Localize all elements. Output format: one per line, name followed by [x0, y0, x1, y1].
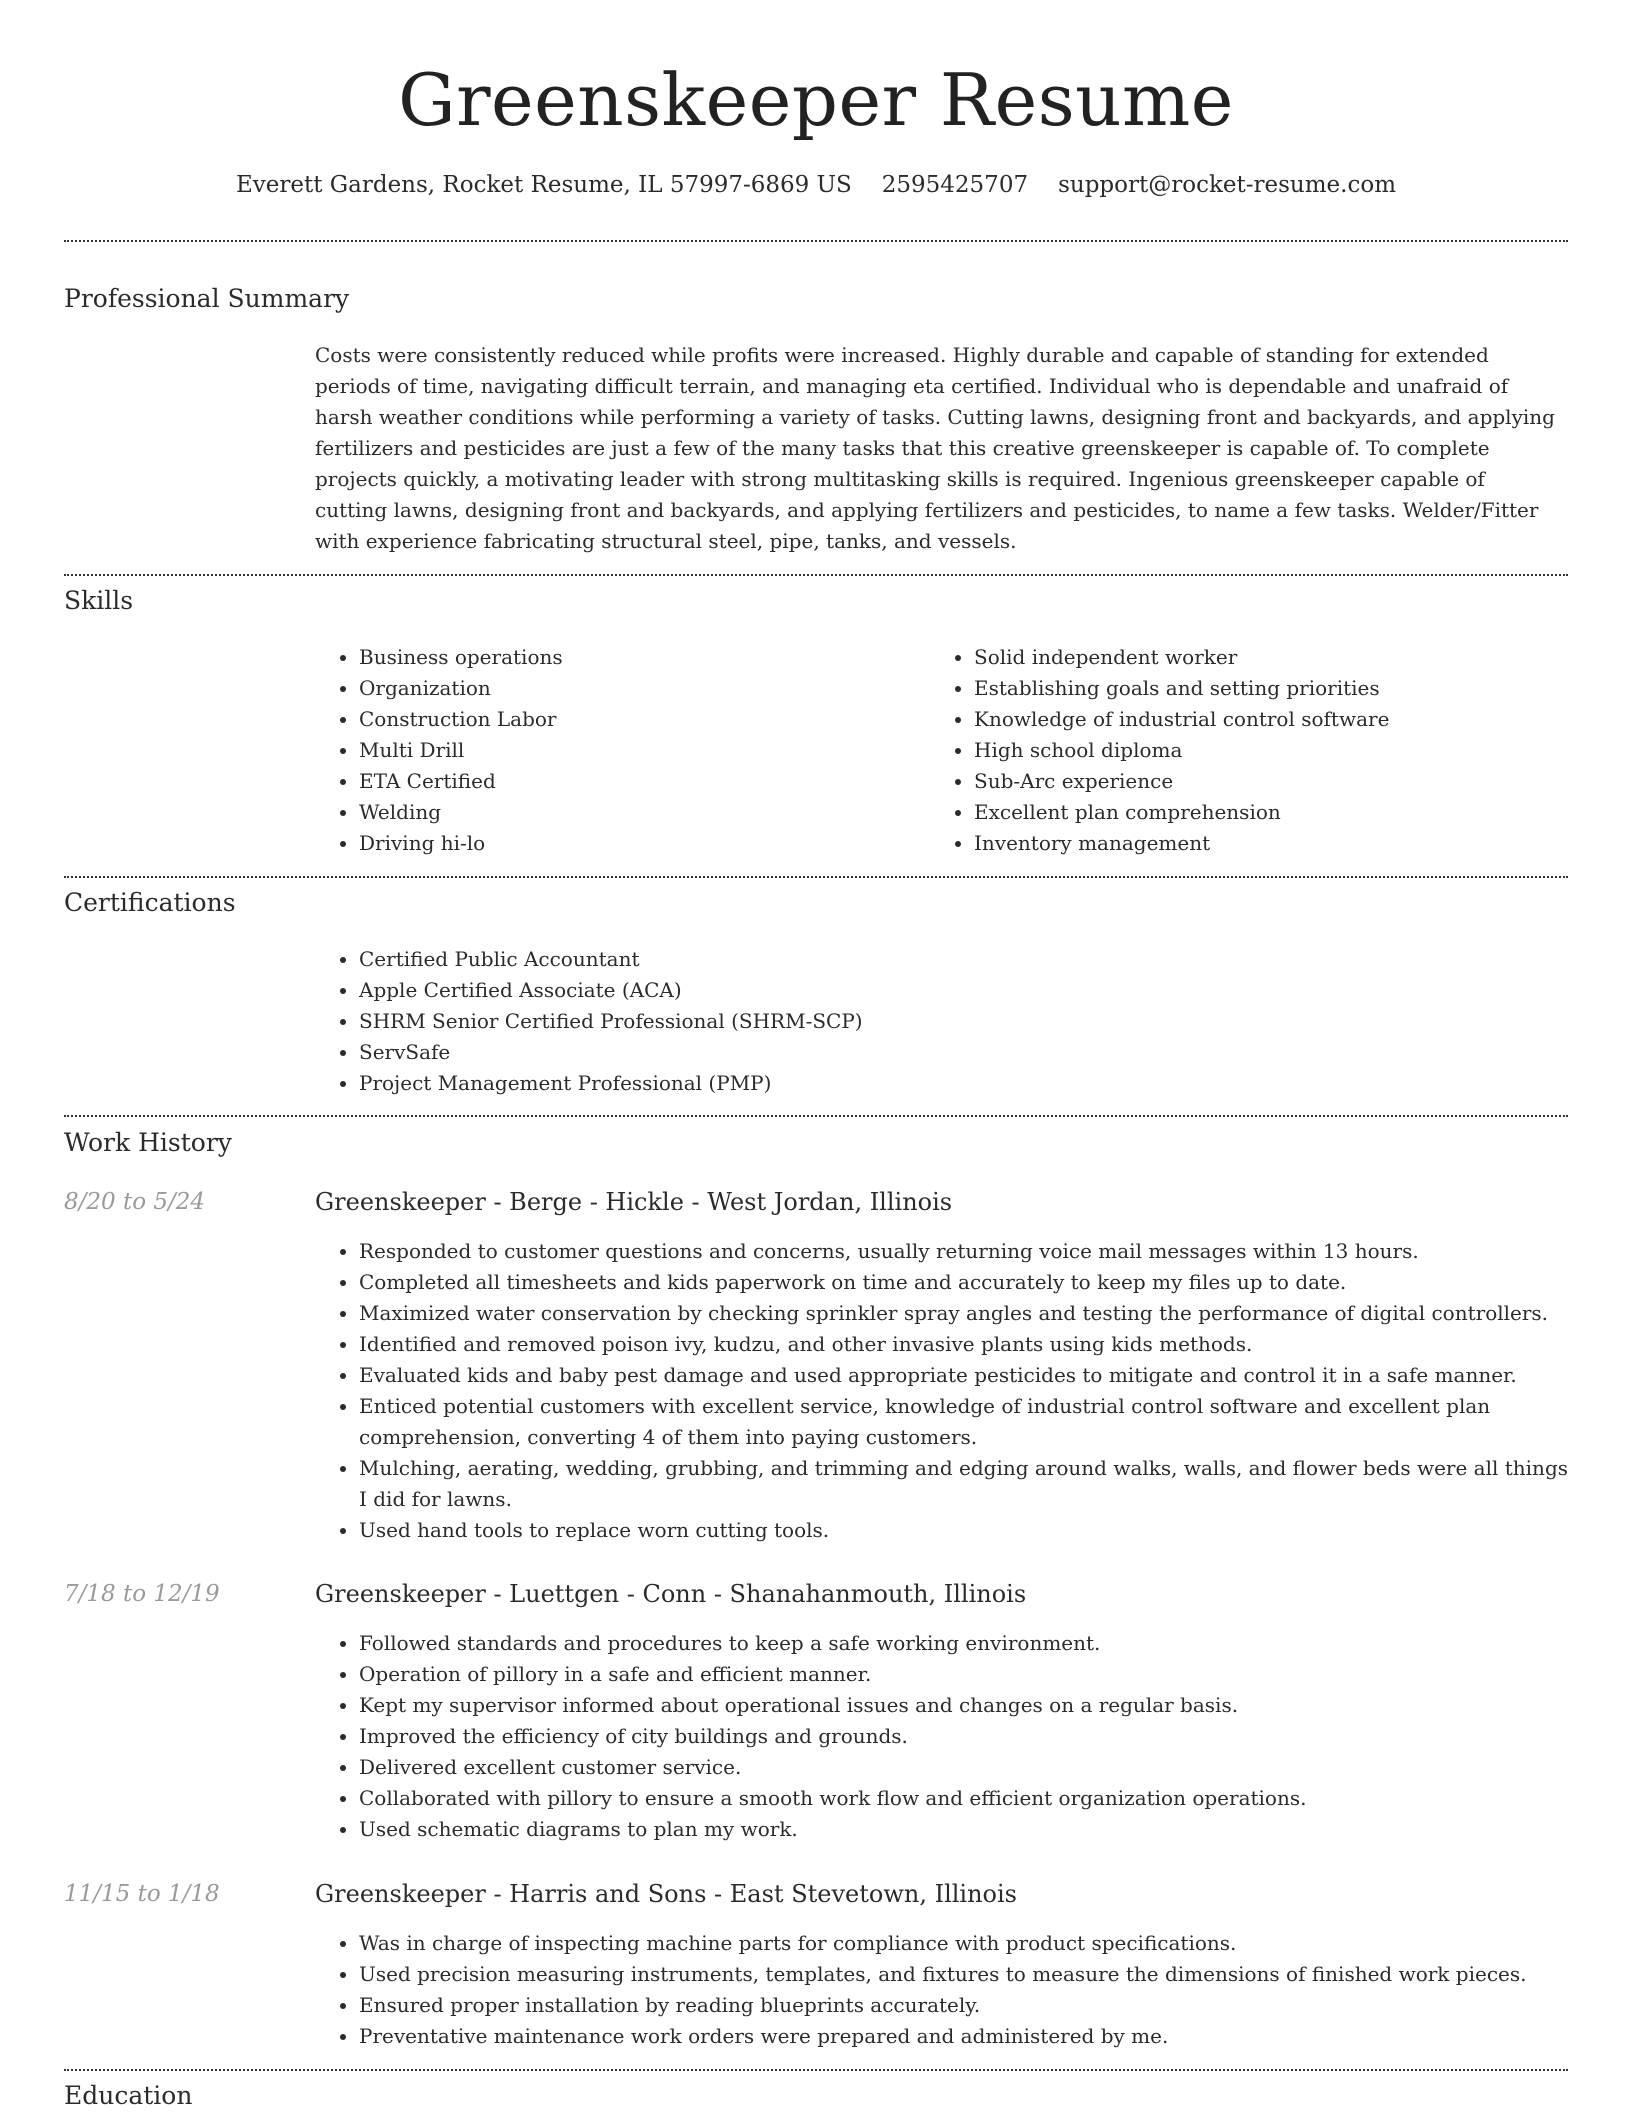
- contact-line: [64, 168, 1568, 202]
- job-dates: 7/18 to 12/19: [64, 1581, 220, 1607]
- job-bullet: • Preventative maintenance work orders were prepared and administered by me.: [359, 2021, 1568, 2052]
- skill-item: • Sub-Arc experience: [974, 766, 1550, 797]
- certifications-list: [315, 944, 1568, 1099]
- job-bullet: • Collaborated with pillory to ensure a smooth work flow and efficient organization operations.: [359, 1783, 1568, 1814]
- job-bullet: • Was in charge of inspecting machine parts for compliance with product specifications.: [359, 1928, 1568, 1959]
- skill-item: • Solid independent worker: [974, 642, 1550, 673]
- job-bullet: • Kept my supervisor informed about operational issues and changes on a regular basis.: [359, 1690, 1568, 1721]
- job-bullet: • Evaluated kids and baby pest damage and used appropriate pesticides to mitigate and control it in a safe manner.: [359, 1360, 1568, 1391]
- skill-item: • Establishing goals and setting priorities: [974, 673, 1550, 704]
- skill-item: • Multi Drill: [359, 735, 915, 766]
- job-bullet: • Operation of pillory in a safe and efficient manner.: [359, 1659, 1568, 1690]
- job-heading: Greenskeeper - Luettgen - Conn - Shanahanmouth, Illinois: [315, 1580, 1027, 1608]
- skill-item: • Construction Labor: [359, 704, 915, 735]
- job-bullets: [315, 1236, 1568, 1546]
- certification-item: • ServSafe: [359, 1037, 1568, 1068]
- job-bullet: • Maximized water conservation by checking sprinkler spray angles and testing the performance of digital controllers.: [359, 1298, 1568, 1329]
- skill-item: • High school diploma: [974, 735, 1550, 766]
- skills-left-column: [315, 642, 915, 859]
- skill-item: • Welding: [359, 797, 915, 828]
- job-bullet: • Responded to customer questions and concerns, usually returning voice mail messages within 13 hours.: [359, 1236, 1568, 1267]
- certification-item: • Apple Certified Associate (ACA): [359, 975, 1568, 1006]
- certification-item: • Certified Public Accountant: [359, 944, 1568, 975]
- job-bullets: [315, 1628, 1568, 1845]
- job-bullets: [315, 1928, 1568, 2052]
- job-bullet: • Enticed potential customers with excellent service, knowledge of industrial control software and excellent plan comprehension, converting 4 of them into paying customers.: [359, 1391, 1568, 1453]
- job-heading: Greenskeeper - Berge - Hickle - West Jordan, Illinois: [315, 1188, 953, 1216]
- job-dates: 8/20 to 5/24: [64, 1189, 206, 1215]
- skill-item: • Excellent plan comprehension: [974, 797, 1550, 828]
- skill-item: • Organization: [359, 673, 915, 704]
- section-title-summary: Professional Summary: [64, 284, 350, 313]
- section-title-skills: Skills: [64, 586, 134, 615]
- skills-right-column: [930, 642, 1550, 859]
- section-divider: [64, 574, 1568, 576]
- job-bullet: • Ensured proper installation by reading blueprints accurately.: [359, 1990, 1568, 2021]
- job-bullet: • Mulching, aerating, wedding, grubbing, and trimming and edging around walks, walls, and flower beds were all things I did for lawns.: [359, 1453, 1568, 1515]
- section-divider: [64, 1115, 1568, 1117]
- contact-address: Everett Gardens, Rocket Resume, IL 57997-6869 US: [235, 172, 852, 198]
- skill-item: • Inventory management: [974, 828, 1550, 859]
- section-title-education: Education: [64, 2081, 193, 2110]
- skill-item: • Knowledge of industrial control software: [974, 704, 1550, 735]
- section-title-work-history: Work History: [64, 1128, 232, 1157]
- section-title-certifications: Certifications: [64, 888, 236, 917]
- job-bullet: • Improved the efficiency of city buildings and grounds.: [359, 1721, 1568, 1752]
- job-bullet: • Completed all timesheets and kids paperwork on time and accurately to keep my files up to date.: [359, 1267, 1568, 1298]
- job-bullet: • Used schematic diagrams to plan my work.: [359, 1814, 1568, 1845]
- section-divider: [64, 2069, 1568, 2071]
- summary-text: Costs were consistently reduced while profits were increased. Highly durable and capable of standing for extended periods of time, navigating difficult terrain, and managing eta certified. Individual who is dependable and unafraid of harsh weather conditions while performing a variety of tasks. Cutting lawns, designing front and backyards, and applying fertilizers and pesticides are just a few of the many tasks that this creative greenskeeper is capable of. To complete projects quickly, a motivating leader with strong multitasking skills is required. Ingenious greenskeeper capable of cutting lawns, designing front and backyards, and applying fertilizers and pesticides, to name a few tasks. Welder/Fitter with experience fabricating structural steel, pipe, tanks, and vessels.: [315, 343, 1555, 553]
- certification-item: • SHRM Senior Certified Professional (SHRM-SCP): [359, 1006, 1568, 1037]
- job-bullet: • Identified and removed poison ivy, kudzu, and other invasive plants using kids methods.: [359, 1329, 1568, 1360]
- skill-item: • Driving hi-lo: [359, 828, 915, 859]
- contact-email: support@rocket-resume.com: [1058, 172, 1397, 198]
- section-divider: [64, 240, 1568, 242]
- job-heading: Greenskeeper - Harris and Sons - East Stevetown, Illinois: [315, 1880, 1017, 1908]
- job-bullet: • Used hand tools to replace worn cutting tools.: [359, 1515, 1568, 1546]
- job-bullet: • Delivered excellent customer service.: [359, 1752, 1568, 1783]
- job-bullet: • Used precision measuring instruments, templates, and fixtures to measure the dimensions of finished work pieces.: [359, 1959, 1568, 1990]
- section-divider: [64, 876, 1568, 878]
- skill-item: • Business operations: [359, 642, 915, 673]
- contact-phone: 2595425707: [881, 172, 1029, 198]
- certification-item: • Project Management Professional (PMP): [359, 1068, 1568, 1099]
- job-dates: 11/15 to 1/18: [64, 1881, 220, 1907]
- job-bullet: • Followed standards and procedures to keep a safe working environment.: [359, 1628, 1568, 1659]
- skill-item: • ETA Certified: [359, 766, 915, 797]
- resume-title: Greenskeeper Resume: [398, 58, 1234, 142]
